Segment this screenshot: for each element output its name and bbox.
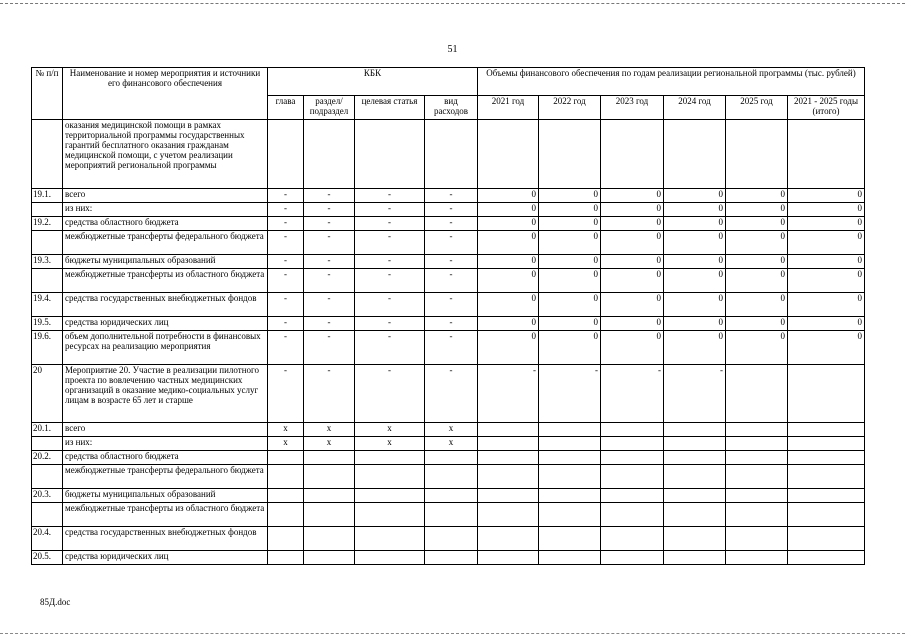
cell-vid: - bbox=[425, 331, 478, 365]
cell-y2023: 0 bbox=[601, 293, 664, 317]
cell-statya: x bbox=[355, 437, 425, 451]
cell-vid bbox=[425, 451, 478, 465]
cell-y2022: 0 bbox=[539, 231, 601, 255]
cell-ytotal bbox=[788, 465, 865, 489]
cell-glava bbox=[268, 489, 304, 503]
cell-num bbox=[32, 437, 63, 451]
cell-statya bbox=[355, 451, 425, 465]
cell-statya: - bbox=[355, 365, 425, 423]
footer-filename: 85Д.doc bbox=[40, 597, 71, 607]
cell-y2022: 0 bbox=[539, 203, 601, 217]
cell-y2021: 0 bbox=[478, 331, 539, 365]
cell-y2024: 0 bbox=[664, 317, 726, 331]
cell-ytotal: 0 bbox=[788, 203, 865, 217]
cell-vid bbox=[425, 465, 478, 489]
cell-vid bbox=[425, 120, 478, 189]
cell-num: 20.4. bbox=[32, 527, 63, 551]
cell-razdel: - bbox=[304, 293, 355, 317]
cell-y2024 bbox=[664, 451, 726, 465]
cell-y2025 bbox=[726, 465, 788, 489]
cell-y2021 bbox=[478, 465, 539, 489]
cell-razdel bbox=[304, 489, 355, 503]
cell-y2023: 0 bbox=[601, 331, 664, 365]
cell-glava: - bbox=[268, 255, 304, 269]
cell-y2024: 0 bbox=[664, 293, 726, 317]
cell-ytotal bbox=[788, 551, 865, 565]
scan-bottom-edge bbox=[0, 633, 905, 634]
cell-y2025 bbox=[726, 120, 788, 189]
cell-num: 20.2. bbox=[32, 451, 63, 465]
cell-name: оказания медицинской помощи в рамках территориальной программы государственных гарантий бесплатного оказания гражданам медицинской помощи, с учетом реализации мероприятий региональной программы bbox=[63, 120, 268, 189]
cell-y2023 bbox=[601, 423, 664, 437]
cell-y2025: 0 bbox=[726, 231, 788, 255]
cell-glava: - bbox=[268, 189, 304, 203]
cell-glava: - bbox=[268, 317, 304, 331]
cell-statya bbox=[355, 489, 425, 503]
cell-y2023: 0 bbox=[601, 269, 664, 293]
cell-num: 19.2. bbox=[32, 217, 63, 231]
cell-statya: - bbox=[355, 189, 425, 203]
cell-razdel: x bbox=[304, 437, 355, 451]
cell-vid bbox=[425, 551, 478, 565]
cell-ytotal bbox=[788, 365, 865, 423]
cell-name: средства областного бюджета bbox=[63, 451, 268, 465]
header-y2022: 2022 год bbox=[539, 96, 601, 120]
cell-y2025 bbox=[726, 503, 788, 527]
cell-y2022: 0 bbox=[539, 189, 601, 203]
cell-statya: - bbox=[355, 331, 425, 365]
table-row bbox=[32, 489, 865, 503]
cell-vid: - bbox=[425, 189, 478, 203]
cell-num bbox=[32, 120, 63, 189]
cell-y2022: 0 bbox=[539, 217, 601, 231]
cell-ytotal: 0 bbox=[788, 231, 865, 255]
cell-y2025: 0 bbox=[726, 189, 788, 203]
cell-name: межбюджетные трансферты из областного бюджета bbox=[63, 269, 268, 293]
cell-y2025: 0 bbox=[726, 331, 788, 365]
header-y2024: 2024 год bbox=[664, 96, 726, 120]
cell-ytotal: 0 bbox=[788, 255, 865, 269]
cell-vid: - bbox=[425, 255, 478, 269]
cell-y2021: 0 bbox=[478, 255, 539, 269]
cell-y2023 bbox=[601, 527, 664, 551]
cell-y2024: - bbox=[664, 365, 726, 423]
cell-y2023 bbox=[601, 551, 664, 565]
cell-y2023: 0 bbox=[601, 255, 664, 269]
cell-y2024 bbox=[664, 527, 726, 551]
cell-y2024: 0 bbox=[664, 331, 726, 365]
cell-y2025 bbox=[726, 451, 788, 465]
cell-razdel: - bbox=[304, 189, 355, 203]
cell-glava: - bbox=[268, 269, 304, 293]
header-name: Наименование и номер мероприятия и источники его финансового обеспечения bbox=[63, 68, 268, 120]
cell-vid bbox=[425, 503, 478, 527]
table-row bbox=[32, 203, 865, 217]
cell-glava: - bbox=[268, 217, 304, 231]
cell-ytotal bbox=[788, 120, 865, 189]
cell-vid: - bbox=[425, 293, 478, 317]
cell-y2021 bbox=[478, 503, 539, 527]
cell-vid: - bbox=[425, 231, 478, 255]
cell-vid: - bbox=[425, 269, 478, 293]
cell-y2022 bbox=[539, 489, 601, 503]
table-row bbox=[32, 437, 865, 451]
cell-ytotal bbox=[788, 503, 865, 527]
header-kbk-vid: вид расходов bbox=[425, 96, 478, 120]
cell-razdel: x bbox=[304, 423, 355, 437]
cell-glava bbox=[268, 465, 304, 489]
cell-ytotal bbox=[788, 451, 865, 465]
cell-statya: - bbox=[355, 317, 425, 331]
header-ytotal: 2021 - 2025 годы (итого) bbox=[788, 96, 865, 120]
cell-y2024: 0 bbox=[664, 231, 726, 255]
cell-y2022: - bbox=[539, 365, 601, 423]
cell-razdel: - bbox=[304, 317, 355, 331]
cell-razdel bbox=[304, 551, 355, 565]
table-row bbox=[32, 423, 865, 437]
cell-name: средства юридических лиц bbox=[63, 317, 268, 331]
cell-y2021 bbox=[478, 489, 539, 503]
cell-statya: - bbox=[355, 269, 425, 293]
cell-y2025 bbox=[726, 527, 788, 551]
cell-y2021: 0 bbox=[478, 217, 539, 231]
cell-glava: - bbox=[268, 293, 304, 317]
cell-y2024 bbox=[664, 503, 726, 527]
cell-vid: x bbox=[425, 423, 478, 437]
cell-glava: - bbox=[268, 231, 304, 255]
cell-y2023: 0 bbox=[601, 231, 664, 255]
cell-ytotal bbox=[788, 437, 865, 451]
cell-glava bbox=[268, 503, 304, 527]
cell-y2021 bbox=[478, 451, 539, 465]
cell-razdel bbox=[304, 120, 355, 189]
cell-name: средства областного бюджета bbox=[63, 217, 268, 231]
cell-ytotal: 0 bbox=[788, 317, 865, 331]
cell-y2021: 0 bbox=[478, 189, 539, 203]
cell-num bbox=[32, 503, 63, 527]
cell-name: из них: bbox=[63, 203, 268, 217]
table-row bbox=[32, 551, 865, 565]
cell-num: 19.1. bbox=[32, 189, 63, 203]
cell-y2021: 0 bbox=[478, 231, 539, 255]
cell-vid: x bbox=[425, 437, 478, 451]
table-row bbox=[32, 231, 865, 255]
cell-num: 20 bbox=[32, 365, 63, 423]
cell-razdel bbox=[304, 465, 355, 489]
cell-name: средства государственных внебюджетных фондов bbox=[63, 293, 268, 317]
cell-ytotal bbox=[788, 489, 865, 503]
cell-num: 19.4. bbox=[32, 293, 63, 317]
cell-name: всего bbox=[63, 423, 268, 437]
cell-y2024 bbox=[664, 437, 726, 451]
cell-ytotal: 0 bbox=[788, 331, 865, 365]
header-num: № п/п bbox=[32, 68, 63, 120]
cell-y2021 bbox=[478, 120, 539, 189]
cell-y2022 bbox=[539, 551, 601, 565]
cell-num bbox=[32, 269, 63, 293]
cell-glava bbox=[268, 551, 304, 565]
table-row bbox=[32, 293, 865, 317]
header-kbk-glava: глава bbox=[268, 96, 304, 120]
cell-razdel: - bbox=[304, 231, 355, 255]
cell-glava: - bbox=[268, 331, 304, 365]
header-row-top bbox=[32, 68, 865, 96]
cell-ytotal: 0 bbox=[788, 269, 865, 293]
cell-name: из них: bbox=[63, 437, 268, 451]
cell-razdel: - bbox=[304, 331, 355, 365]
table-row bbox=[32, 331, 865, 365]
header-y2025: 2025 год bbox=[726, 96, 788, 120]
table-row bbox=[32, 465, 865, 489]
header-y2021: 2021 год bbox=[478, 96, 539, 120]
cell-statya: - bbox=[355, 231, 425, 255]
page-number: 51 bbox=[447, 44, 458, 55]
table-row bbox=[32, 503, 865, 527]
cell-ytotal bbox=[788, 527, 865, 551]
cell-glava: x bbox=[268, 423, 304, 437]
cell-y2021 bbox=[478, 423, 539, 437]
cell-y2024: 0 bbox=[664, 217, 726, 231]
cell-y2022 bbox=[539, 465, 601, 489]
cell-y2023: - bbox=[601, 365, 664, 423]
cell-ytotal: 0 bbox=[788, 189, 865, 203]
cell-num: 20.1. bbox=[32, 423, 63, 437]
cell-y2021: 0 bbox=[478, 203, 539, 217]
cell-vid: - bbox=[425, 365, 478, 423]
cell-y2022 bbox=[539, 451, 601, 465]
table-row bbox=[32, 269, 865, 293]
cell-y2021: - bbox=[478, 365, 539, 423]
cell-statya bbox=[355, 527, 425, 551]
cell-y2022 bbox=[539, 503, 601, 527]
cell-y2022 bbox=[539, 437, 601, 451]
cell-y2024: 0 bbox=[664, 269, 726, 293]
cell-y2021: 0 bbox=[478, 293, 539, 317]
cell-razdel bbox=[304, 527, 355, 551]
cell-razdel bbox=[304, 451, 355, 465]
cell-y2023 bbox=[601, 489, 664, 503]
cell-name: бюджеты муниципальных образований bbox=[63, 255, 268, 269]
cell-statya bbox=[355, 120, 425, 189]
cell-y2022: 0 bbox=[539, 293, 601, 317]
cell-vid bbox=[425, 527, 478, 551]
cell-y2024: 0 bbox=[664, 203, 726, 217]
header-kbk: КБК bbox=[268, 68, 478, 96]
cell-y2025 bbox=[726, 437, 788, 451]
table-row bbox=[32, 120, 865, 189]
cell-y2023 bbox=[601, 120, 664, 189]
cell-y2022: 0 bbox=[539, 331, 601, 365]
cell-glava bbox=[268, 451, 304, 465]
cell-glava: - bbox=[268, 365, 304, 423]
cell-name: межбюджетные трансферты федерального бюджета bbox=[63, 465, 268, 489]
table-body bbox=[32, 120, 865, 565]
header-y2023: 2023 год bbox=[601, 96, 664, 120]
cell-num: 19.6. bbox=[32, 331, 63, 365]
table-row bbox=[32, 189, 865, 203]
cell-y2025 bbox=[726, 489, 788, 503]
cell-statya bbox=[355, 465, 425, 489]
cell-y2023: 0 bbox=[601, 189, 664, 203]
cell-vid: - bbox=[425, 317, 478, 331]
cell-name: межбюджетные трансферты федерального бюджета bbox=[63, 231, 268, 255]
cell-y2024 bbox=[664, 489, 726, 503]
cell-y2025: 0 bbox=[726, 317, 788, 331]
header-kbk-razdel: раздел/ подраздел bbox=[304, 96, 355, 120]
cell-y2024 bbox=[664, 551, 726, 565]
cell-razdel: - bbox=[304, 255, 355, 269]
scan-top-edge bbox=[0, 3, 905, 4]
cell-glava bbox=[268, 120, 304, 189]
cell-y2021 bbox=[478, 527, 539, 551]
cell-y2024: 0 bbox=[664, 255, 726, 269]
cell-y2025 bbox=[726, 365, 788, 423]
cell-statya bbox=[355, 551, 425, 565]
cell-ytotal: 0 bbox=[788, 293, 865, 317]
cell-statya bbox=[355, 503, 425, 527]
cell-num: 20.5. bbox=[32, 551, 63, 565]
cell-statya: - bbox=[355, 255, 425, 269]
cell-y2023 bbox=[601, 437, 664, 451]
cell-name: всего bbox=[63, 189, 268, 203]
cell-y2025: 0 bbox=[726, 255, 788, 269]
cell-razdel: - bbox=[304, 217, 355, 231]
cell-vid: - bbox=[425, 203, 478, 217]
cell-num bbox=[32, 465, 63, 489]
cell-name: бюджеты муниципальных образований bbox=[63, 489, 268, 503]
cell-glava: - bbox=[268, 203, 304, 217]
cell-num bbox=[32, 231, 63, 255]
cell-y2023: 0 bbox=[601, 203, 664, 217]
cell-y2024: 0 bbox=[664, 189, 726, 203]
table-row bbox=[32, 451, 865, 465]
cell-y2022: 0 bbox=[539, 255, 601, 269]
cell-y2022: 0 bbox=[539, 317, 601, 331]
cell-y2023: 0 bbox=[601, 217, 664, 231]
cell-name: средства государственных внебюджетных фондов bbox=[63, 527, 268, 551]
table-row bbox=[32, 217, 865, 231]
cell-ytotal: 0 bbox=[788, 217, 865, 231]
cell-y2022 bbox=[539, 120, 601, 189]
cell-y2023: 0 bbox=[601, 317, 664, 331]
cell-num: 19.5. bbox=[32, 317, 63, 331]
financing-table bbox=[31, 67, 865, 565]
cell-y2025 bbox=[726, 423, 788, 437]
cell-ytotal bbox=[788, 423, 865, 437]
cell-y2021: 0 bbox=[478, 317, 539, 331]
cell-y2022 bbox=[539, 527, 601, 551]
table-row bbox=[32, 365, 865, 423]
cell-name: межбюджетные трансферты из областного бюджета bbox=[63, 503, 268, 527]
cell-statya: x bbox=[355, 423, 425, 437]
cell-statya: - bbox=[355, 217, 425, 231]
cell-y2021: 0 bbox=[478, 269, 539, 293]
cell-y2025: 0 bbox=[726, 293, 788, 317]
cell-name: объем дополнительной потребности в финансовых ресурсах на реализацию мероприятия bbox=[63, 331, 268, 365]
cell-y2021 bbox=[478, 437, 539, 451]
cell-razdel: - bbox=[304, 203, 355, 217]
cell-num: 20.3. bbox=[32, 489, 63, 503]
cell-name: средства юридических лиц bbox=[63, 551, 268, 565]
cell-name: Мероприятие 20. Участие в реализации пилотного проекта по вовлечению частных медицинских организаций в оказание медико-социальных услуг лицам в возрасте 65 лет и старше bbox=[63, 365, 268, 423]
header-volumes: Объемы финансового обеспечения по годам реализации региональной программы (тыс. рублей) bbox=[478, 68, 865, 96]
cell-y2025: 0 bbox=[726, 217, 788, 231]
cell-y2024 bbox=[664, 120, 726, 189]
cell-razdel: - bbox=[304, 365, 355, 423]
cell-y2024 bbox=[664, 423, 726, 437]
cell-y2024 bbox=[664, 465, 726, 489]
cell-glava: x bbox=[268, 437, 304, 451]
cell-y2021 bbox=[478, 551, 539, 565]
cell-num: 19.3. bbox=[32, 255, 63, 269]
cell-y2025: 0 bbox=[726, 269, 788, 293]
cell-y2023 bbox=[601, 503, 664, 527]
cell-razdel bbox=[304, 503, 355, 527]
table-row bbox=[32, 255, 865, 269]
cell-y2022 bbox=[539, 423, 601, 437]
header-kbk-statya: целевая статья bbox=[355, 96, 425, 120]
cell-y2023 bbox=[601, 465, 664, 489]
cell-glava bbox=[268, 527, 304, 551]
cell-y2025 bbox=[726, 551, 788, 565]
cell-y2025: 0 bbox=[726, 203, 788, 217]
cell-vid bbox=[425, 489, 478, 503]
cell-y2022: 0 bbox=[539, 269, 601, 293]
cell-statya: - bbox=[355, 203, 425, 217]
cell-y2023 bbox=[601, 451, 664, 465]
cell-num bbox=[32, 203, 63, 217]
table-row bbox=[32, 317, 865, 331]
cell-vid: - bbox=[425, 217, 478, 231]
cell-razdel: - bbox=[304, 269, 355, 293]
cell-statya: - bbox=[355, 293, 425, 317]
table-row bbox=[32, 527, 865, 551]
